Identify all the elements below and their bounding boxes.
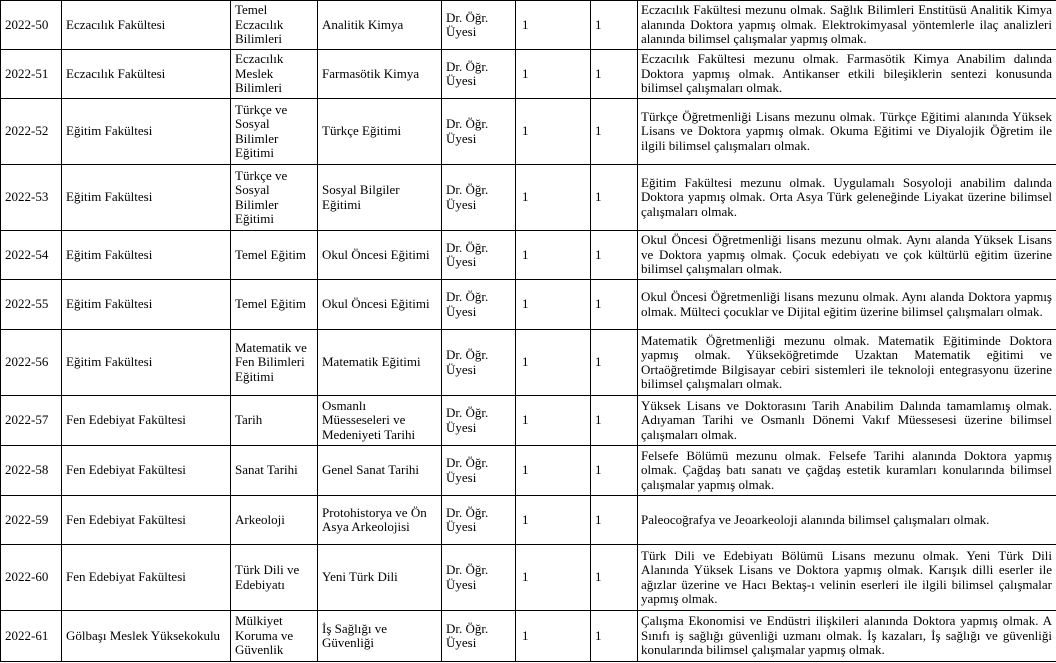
cell-title: Dr. Öğr. Üyesi xyxy=(442,545,516,611)
cell-requirements: Eczacılık Fakültesi mezunu olmak. Sağlık Bilimleri Enstitüsü Analitik Kimya alanında Doktora yapmış olmak. Elektrokimyasal yöntemlerle ilaç analizleri alanında bilimsel çalışmalar yapmış olmak. xyxy=(638,1,1056,50)
cell-count: 1 xyxy=(516,165,591,231)
cell-requirements: Çalışma Ekonomisi ve Endüstri ilişkileri alanında Doktora yapmış olmak. A Sınıfı iş sağlığı güvenliği uzmanı olmak. İş kazaları, İş sağlığı ve güvenliği konularında bilimsel çalışmalar yapmış olmak. xyxy=(638,611,1056,662)
cell-title: Dr. Öğr. Üyesi xyxy=(442,330,516,396)
cell-requirements: Matematik Öğretmenliği mezunu olmak. Matematik Eğitiminde Doktora yapmış olmak. Yükseköğretimde Uzaktan Matematik eğitimi ve Ortaöğretimde Bilgisayar cebiri sistemleri ile teknoloji entegrasyonu üzerine bilimsel çalışmaları olmak. xyxy=(638,330,1056,396)
cell-count-2: 1 xyxy=(591,446,638,496)
cell-count: 1 xyxy=(516,446,591,496)
cell-department: Tarih xyxy=(231,396,318,446)
cell-department: Temel Eğitim xyxy=(231,280,318,330)
table-row xyxy=(1,1,1056,50)
cell-field: Okul Öncesi Eğitimi xyxy=(318,280,442,330)
cell-code: 2022-58 xyxy=(1,446,62,496)
cell-count-2: 1 xyxy=(591,280,638,330)
cell-faculty: Eczacılık Fakültesi xyxy=(62,50,231,99)
cell-faculty: Eczacılık Fakültesi xyxy=(62,1,231,50)
cell-department: Türk Dili ve Edebiyatı xyxy=(231,545,318,611)
cell-department: Mülkiyet Koruma ve Güvenlik xyxy=(231,611,318,662)
cell-count-2: 1 xyxy=(591,611,638,662)
cell-requirements: Türk Dili ve Edebiyatı Bölümü Lisans mezunu olmak. Yeni Türk Dili Alanında Yüksek Lisans ve Doktora yapmış olmak. Karışık dilli eserler ile ağızlar üzerine ve Hacı Bektaş-ı velinin eserleri ile ilgili bilimsel çalışmalar yapmış olmak. xyxy=(638,545,1056,611)
cell-requirements: Yüksek Lisans ve Doktorasını Tarih Anabilim Dalında tamamlamış olmak. Adıyaman Tarihi ve Osmanlı Dönemi Vakıf Müessesesi üzerine bilimsel çalışmaları olmak. xyxy=(638,396,1056,446)
cell-title: Dr. Öğr. Üyesi xyxy=(442,1,516,50)
table-row xyxy=(1,99,1056,165)
cell-code: 2022-52 xyxy=(1,99,62,165)
table-row xyxy=(1,496,1056,545)
cell-faculty: Eğitim Fakültesi xyxy=(62,280,231,330)
cell-faculty: Fen Edebiyat Fakültesi xyxy=(62,545,231,611)
cell-count: 1 xyxy=(516,496,591,545)
cell-count: 1 xyxy=(516,1,591,50)
cell-title: Dr. Öğr. Üyesi xyxy=(442,50,516,99)
cell-department: Türkçe ve Sosyal Bilimler Eğitimi xyxy=(231,165,318,231)
cell-field: Yeni Türk Dili xyxy=(318,545,442,611)
table-row xyxy=(1,280,1056,330)
cell-field: Osmanlı Müesseseleri ve Medeniyeti Tarihi xyxy=(318,396,442,446)
cell-count: 1 xyxy=(516,396,591,446)
table-row xyxy=(1,50,1056,99)
cell-code: 2022-61 xyxy=(1,611,62,662)
cell-count-2: 1 xyxy=(591,165,638,231)
cell-requirements: Eğitim Fakültesi mezunu olmak. Uygulamalı Sosyoloji anabilim dalında Doktora yapmış olmak. Orta Asya Türk geleneğinde Liyakat üzerine bilimsel çalışmaları olmak. xyxy=(638,165,1056,231)
cell-title: Dr. Öğr. Üyesi xyxy=(442,165,516,231)
cell-title: Dr. Öğr. Üyesi xyxy=(442,446,516,496)
cell-field: Genel Sanat Tarihi xyxy=(318,446,442,496)
cell-count-2: 1 xyxy=(591,496,638,545)
cell-field: Türkçe Eğitimi xyxy=(318,99,442,165)
cell-requirements: Türkçe Öğretmenliği Lisans mezunu olmak. Türkçe Eğitimi alanında Yüksek Lisans ve Doktora yapmış olmak. Okuma Eğitimi ve Diyalojik Öğretim ile ilgili bilimsel çalışmaları olmak. xyxy=(638,99,1056,165)
cell-department: Arkeoloji xyxy=(231,496,318,545)
cell-department: Temel Eczacılık Bilimleri xyxy=(231,1,318,50)
cell-faculty: Gölbaşı Meslek Yüksekokulu xyxy=(62,611,231,662)
cell-count-2: 1 xyxy=(591,50,638,99)
cell-title: Dr. Öğr. Üyesi xyxy=(442,396,516,446)
cell-faculty: Fen Edebiyat Fakültesi xyxy=(62,496,231,545)
table-row xyxy=(1,330,1056,396)
cell-title: Dr. Öğr. Üyesi xyxy=(442,496,516,545)
cell-requirements: Eczacılık Fakültesi mezunu olmak. Farmasötik Kimya Anabilim dalında Doktora yapmış olmak. Antikanser etkili bileşiklerin sentezi konusunda bilimsel çalışmaları olmak. xyxy=(638,50,1056,99)
table-row xyxy=(1,396,1056,446)
cell-code: 2022-59 xyxy=(1,496,62,545)
cell-code: 2022-56 xyxy=(1,330,62,396)
cell-code: 2022-50 xyxy=(1,1,62,50)
cell-faculty: Eğitim Fakültesi xyxy=(62,165,231,231)
cell-count: 1 xyxy=(516,231,591,280)
cell-count: 1 xyxy=(516,545,591,611)
cell-code: 2022-51 xyxy=(1,50,62,99)
cell-count-2: 1 xyxy=(591,330,638,396)
table-row xyxy=(1,611,1056,662)
table-row xyxy=(1,165,1056,231)
cell-faculty: Eğitim Fakültesi xyxy=(62,330,231,396)
cell-count-2: 1 xyxy=(591,99,638,165)
cell-title: Dr. Öğr. Üyesi xyxy=(442,280,516,330)
cell-count-2: 1 xyxy=(591,396,638,446)
cell-faculty: Eğitim Fakültesi xyxy=(62,231,231,280)
cell-field: Protohistorya ve Ön Asya Arkeolojisi xyxy=(318,496,442,545)
cell-faculty: Fen Edebiyat Fakültesi xyxy=(62,446,231,496)
cell-field: Analitik Kimya xyxy=(318,1,442,50)
cell-title: Dr. Öğr. Üyesi xyxy=(442,611,516,662)
cell-field: Okul Öncesi Eğitimi xyxy=(318,231,442,280)
cell-requirements: Okul Öncesi Öğretmenliği lisans mezunu olmak. Aynı alanda Doktora yapmış olmak. Mülteci çocuklar ve Dijital eğitim üzerine bilimsel çalışmaları olmak. xyxy=(638,280,1056,330)
cell-count: 1 xyxy=(516,50,591,99)
cell-field: Farmasötik Kimya xyxy=(318,50,442,99)
cell-count: 1 xyxy=(516,330,591,396)
cell-code: 2022-53 xyxy=(1,165,62,231)
cell-department: Sanat Tarihi xyxy=(231,446,318,496)
cell-requirements: Okul Öncesi Öğretmenliği lisans mezunu olmak. Aynı alanda Yüksek Lisans ve Doktora yapmış olmak. Çocuk edebiyatı ve çok kültürlü eğitim üzerine bilimsel çalışmaları olmak. xyxy=(638,231,1056,280)
cell-department: Temel Eğitim xyxy=(231,231,318,280)
cell-code: 2022-54 xyxy=(1,231,62,280)
cell-field: İş Sağlığı ve Güvenliği xyxy=(318,611,442,662)
table-row xyxy=(1,545,1056,611)
cell-faculty: Eğitim Fakültesi xyxy=(62,99,231,165)
table-row xyxy=(1,231,1056,280)
cell-requirements: Paleocoğrafya ve Jeoarkeoloji alanında bilimsel çalışmaları olmak. xyxy=(638,496,1056,545)
cell-count: 1 xyxy=(516,280,591,330)
cell-code: 2022-57 xyxy=(1,396,62,446)
cell-count-2: 1 xyxy=(591,231,638,280)
cell-field: Sosyal Bilgiler Eğitimi xyxy=(318,165,442,231)
cell-department: Türkçe ve Sosyal Bilimler Eğitimi xyxy=(231,99,318,165)
cell-count-2: 1 xyxy=(591,1,638,50)
cell-title: Dr. Öğr. Üyesi xyxy=(442,99,516,165)
cell-code: 2022-55 xyxy=(1,280,62,330)
table-row xyxy=(1,446,1056,496)
cell-count: 1 xyxy=(516,611,591,662)
cell-count: 1 xyxy=(516,99,591,165)
cell-faculty: Fen Edebiyat Fakültesi xyxy=(62,396,231,446)
cell-count-2: 1 xyxy=(591,545,638,611)
cell-code: 2022-60 xyxy=(1,545,62,611)
cell-department: Matematik ve Fen Bilimleri Eğitimi xyxy=(231,330,318,396)
cell-department: Eczacılık Meslek Bilimleri xyxy=(231,50,318,99)
cell-field: Matematik Eğitimi xyxy=(318,330,442,396)
cell-title: Dr. Öğr. Üyesi xyxy=(442,231,516,280)
cell-requirements: Felsefe Bölümü mezunu olmak. Felsefe Tarihi alanında Doktora yapmış olmak. Çağdaş batı sanatı ve çağdaş estetik kuramları konularında bilimsel çalışmalar yapmış olmak. xyxy=(638,446,1056,496)
